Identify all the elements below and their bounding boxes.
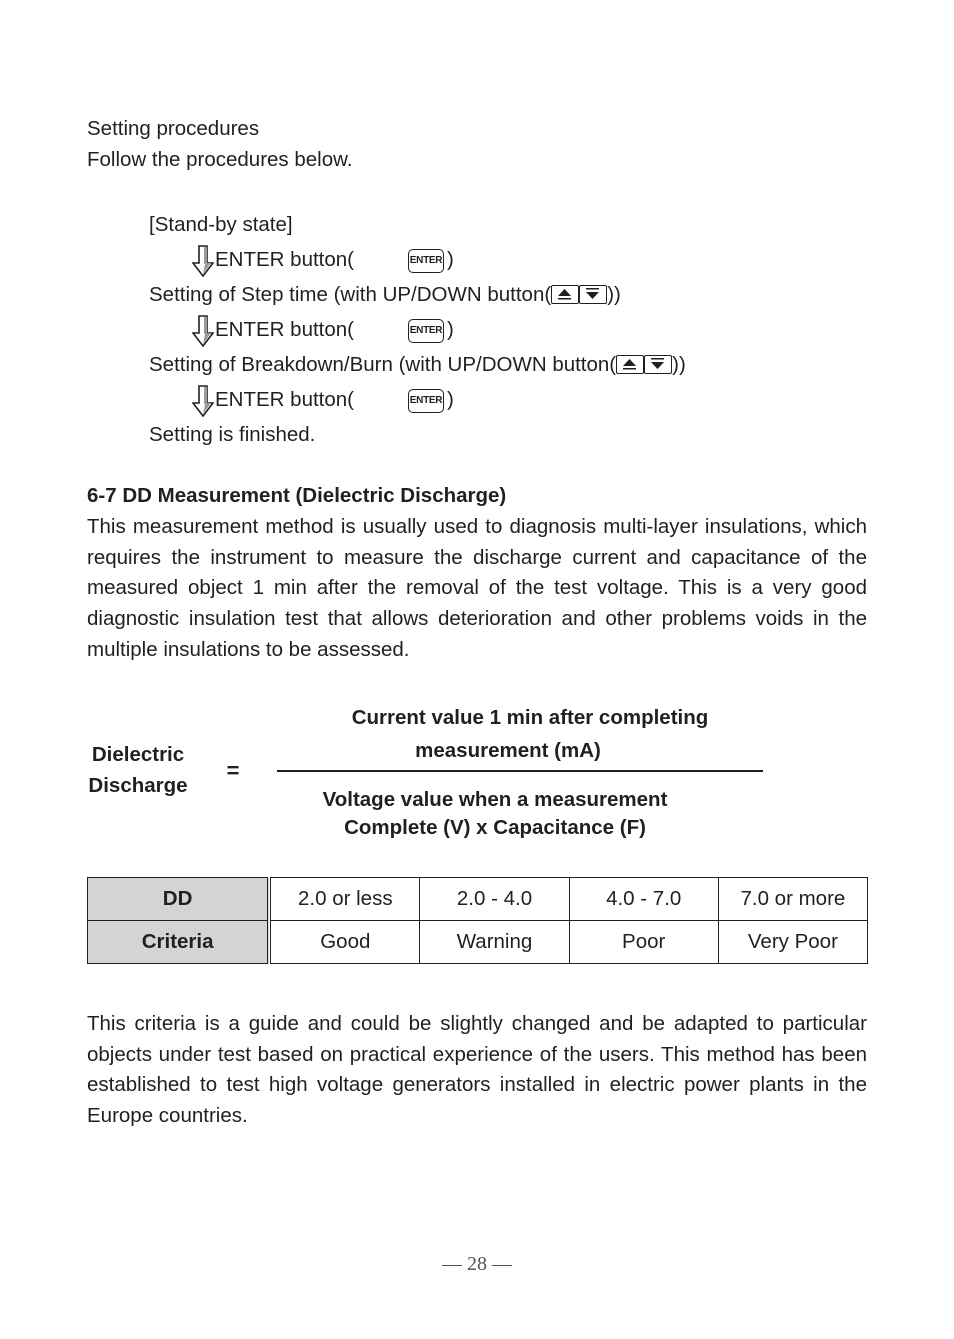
procedure-heading: Setting procedures <box>87 117 260 140</box>
close-double-paren: )) <box>672 353 686 376</box>
down-arrow-icon <box>192 245 214 277</box>
formula-lhs-line1: Dielectric <box>91 743 185 766</box>
down-button-icon <box>579 285 607 304</box>
up-button-icon <box>616 355 644 374</box>
enter-step-3-label: ENTER button( <box>215 388 354 411</box>
down-button-icon <box>644 355 672 374</box>
enter-step-1-label: ENTER button( <box>215 248 354 271</box>
table-row <box>88 878 868 921</box>
table-cell: Warning <box>420 921 569 964</box>
close-paren: ) <box>447 318 454 341</box>
table-cell: 2.0 - 4.0 <box>420 878 569 921</box>
close-double-paren: )) <box>607 283 621 306</box>
row-header-criteria: Criteria <box>88 921 270 964</box>
fraction-bar <box>277 770 763 772</box>
page-number: — 28 — <box>442 1253 512 1275</box>
table-row <box>88 921 868 964</box>
table-cell: 7.0 or more <box>718 878 867 921</box>
row-header-dd: DD <box>88 878 270 921</box>
formula-denominator-line1: Voltage value when a measurement <box>322 788 668 811</box>
standby-state-label: [Stand-by state] <box>149 213 293 236</box>
dd-criteria-table <box>87 877 868 964</box>
close-paren: ) <box>447 388 454 411</box>
procedure-subheading: Follow the procedures below. <box>87 148 353 171</box>
table-cell: Very Poor <box>718 921 867 964</box>
enter-key-icon: ENTER <box>408 319 444 343</box>
table-cell: 4.0 - 7.0 <box>569 878 718 921</box>
setting-finished-label: Setting is finished. <box>149 423 316 446</box>
table-cell: Poor <box>569 921 718 964</box>
enter-step-2-label: ENTER button( <box>215 318 354 341</box>
table-cell: Good <box>269 921 420 964</box>
enter-key-icon: ENTER <box>408 249 444 273</box>
formula-equals: = <box>226 758 240 783</box>
enter-key-icon: ENTER <box>408 389 444 413</box>
formula-numerator-line2: measurement (mA) <box>415 739 601 762</box>
formula-denominator-line2: Complete (V) x Capacitance (F) <box>344 816 646 839</box>
down-arrow-icon <box>192 385 214 417</box>
step-time-label: Setting of Step time (with UP/DOWN button( <box>149 283 552 306</box>
breakdown-label: Setting of Breakdown/Burn (with UP/DOWN button( <box>149 353 617 376</box>
up-button-icon <box>551 285 579 304</box>
down-arrow-icon <box>192 315 214 347</box>
step-time-line <box>149 283 621 307</box>
formula-lhs-line2: Discharge <box>88 774 188 797</box>
formula-numerator-line1: Current value 1 min after completing <box>351 706 709 729</box>
section-body: This measurement method is usually used to diagnosis multi-layer insulations, which requires the instrument to measure the discharge current and capacitance of the measured object 1 min after the removal of the test voltage. This is a very good diagnostic insulation test that allows deterioration and other problems voids in the multiple insulations to be assessed. <box>87 515 867 661</box>
criteria-note: This criteria is a guide and could be slightly changed and be adapted to particular objects under test based on practical experience of the users. This method has been established to test high voltage generators installed in electric power plants in the Europe countries. <box>87 1012 867 1128</box>
section-title: 6-7 DD Measurement (Dielectric Discharge) <box>87 484 507 507</box>
breakdown-line <box>149 353 686 377</box>
table-cell: 2.0 or less <box>269 878 420 921</box>
close-paren: ) <box>447 248 454 271</box>
